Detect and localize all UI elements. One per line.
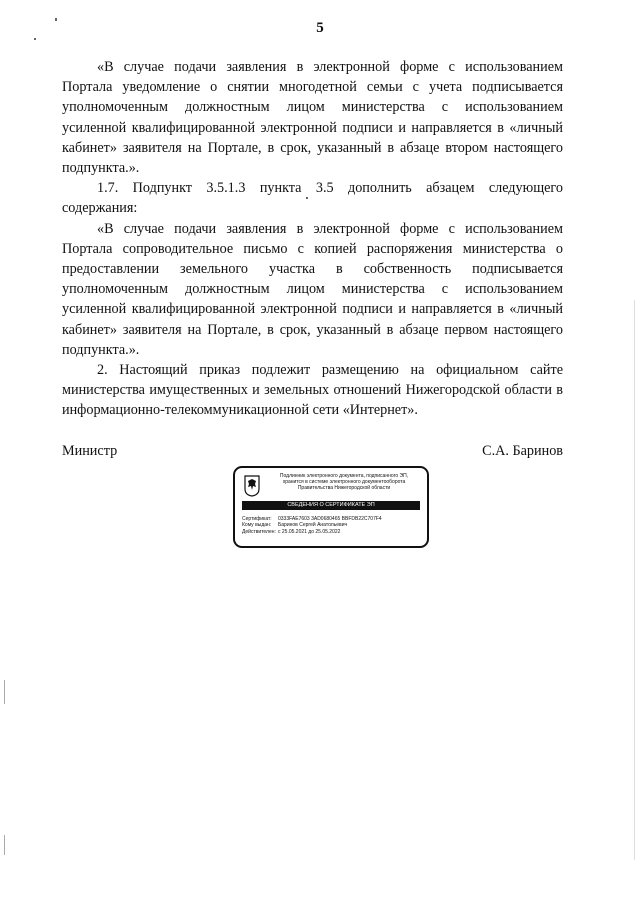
paragraph-3: «В случае подачи заявления в электронной форме с использованием Портала сопроводительное письмо с копией распоряжения министерства о предоставлении земельного участка в собственность подписывается уполномоченным должностным лицом министерства с использованием усиленной квалифицированной электронной подписи и направляется в «личный кабинет» заявителя на Портале, в срок, указанный в абзаце первом настоящего подпункта.». bbox=[62, 220, 563, 358]
document-body bbox=[62, 57, 563, 421]
page-number: 5 bbox=[316, 20, 324, 36]
scan-speck bbox=[306, 197, 308, 199]
validity-row bbox=[242, 529, 424, 535]
paragraph-4: 2. Настоящий приказ подлежит размещению на официальном сайте министерства имущественных и земельных отношений Нижегородской области в информационно-телекоммуникационной сети «Интернет». bbox=[62, 362, 563, 419]
scan-edge-mark bbox=[634, 300, 635, 860]
coat-of-arms-icon bbox=[244, 475, 260, 497]
paragraph-1: «В случае подачи заявления в электронной форме с использованием Портала уведомление о снятии многодетной семьи с учета подписывается уполномоченным должностным лицом министерства с использованием усиленной квалифицированной электронной подписи и направляется в «личный кабинет» заявителя на Портале, в срок, указанный в абзаце втором настоящего подпункта.». bbox=[62, 59, 563, 177]
owner-label: Кому выдан: bbox=[242, 522, 272, 529]
stamp-header-line: Подлинник электронного документа, подписанного ЭП, bbox=[279, 473, 409, 479]
validity-label: Действителен: bbox=[242, 528, 276, 535]
certificate-label: Сертификат: bbox=[242, 516, 272, 522]
stamp-header-line: Правительства Нижегородской области bbox=[297, 485, 391, 492]
certificate-details bbox=[242, 516, 424, 535]
paragraph-2: 1.7. Подпункт 3.5.1.3 пункта 3.5 дополнить абзацем следующего содержания: bbox=[62, 180, 563, 217]
stamp-title-bar: СВЕДЕНИЯ О СЕРТИФИКАТЕ ЭП bbox=[242, 501, 420, 510]
validity-value: с 25.05.2021 до 25.05.2022 bbox=[278, 528, 341, 535]
scan-speck bbox=[34, 38, 36, 40]
stamp-header-line: хранится в системе электронного документооборота bbox=[282, 479, 406, 486]
signatory-title: Министр bbox=[62, 443, 118, 459]
electronic-signature-stamp bbox=[233, 466, 429, 548]
signatory-name: С.А. Баринов bbox=[482, 443, 563, 459]
stamp-header bbox=[263, 473, 425, 492]
scan-edge-mark bbox=[4, 835, 5, 855]
scan-edge-mark bbox=[4, 680, 5, 704]
scan-speck bbox=[55, 18, 57, 21]
owner-value: Баринов Сергей Анатольевич bbox=[278, 522, 348, 529]
certificate-value: 0333FAE7603 3AD0680465 BBFDB22C707F4 bbox=[278, 516, 382, 522]
